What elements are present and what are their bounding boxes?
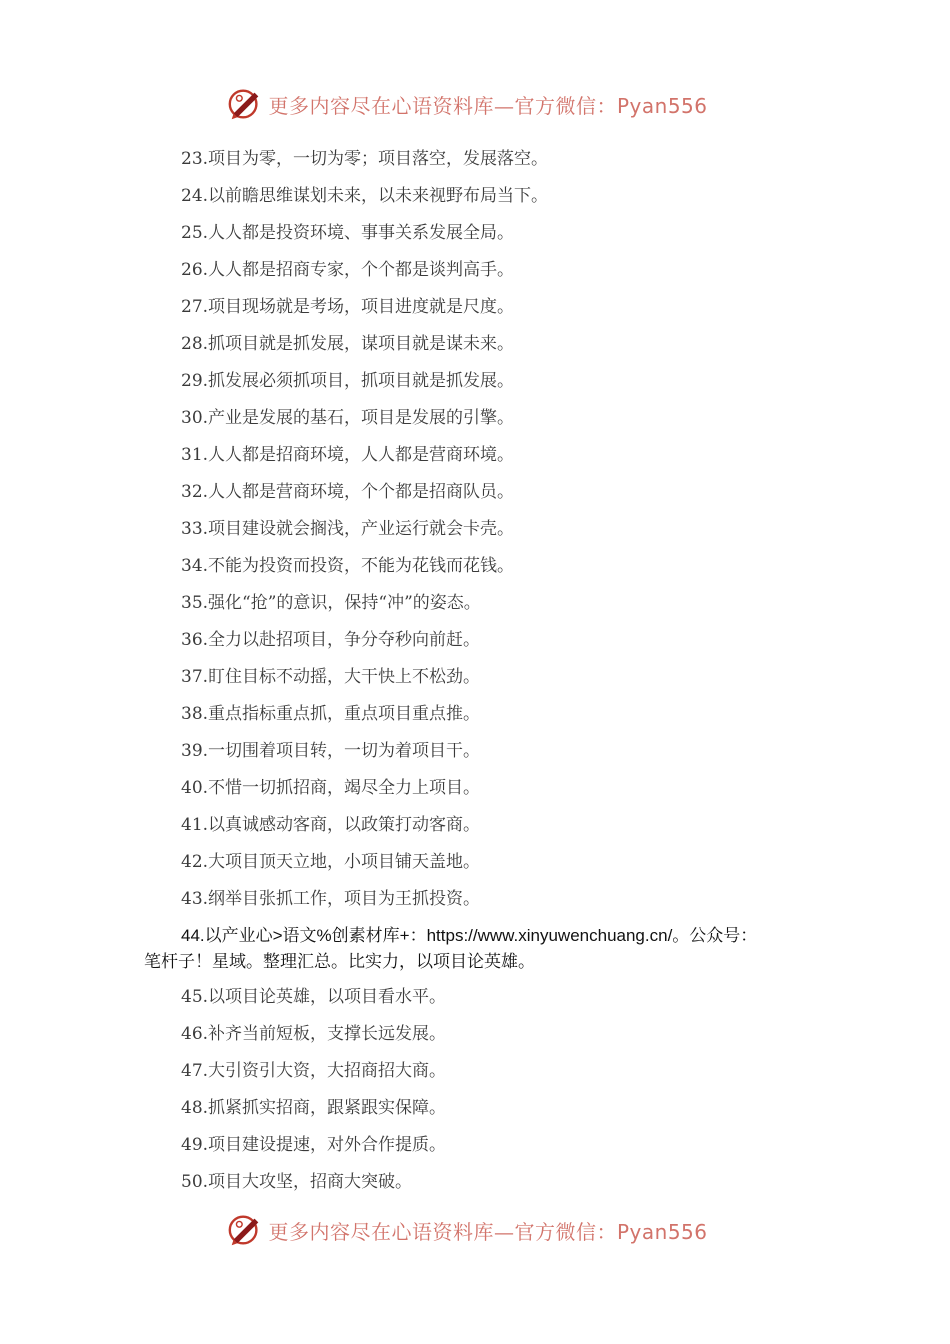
footer-text: 更多内容尽在心语资料库—官方微信：: [268, 1219, 617, 1244]
list-item: 39.一切围着项目转，一切为着项目干。: [181, 741, 481, 761]
list-item: 31.人人都是招商环境，人人都是营商环境。: [181, 445, 515, 465]
list-item: 48.抓紧抓实招商，跟紧跟实保障。: [181, 1098, 447, 1118]
list-item: 40.不惜一切抓招商，竭尽全力上项目。: [181, 778, 481, 798]
list-item: 38.重点指标重点抓，重点项目重点推。: [181, 704, 481, 724]
watermark-line-1: 44.以产业心>语文%创素材库+：https://www.xinyuwenchuang.cn/。公众号：: [181, 926, 758, 945]
list-item: 27.项目现场就是考场，项目进度就是尺度。: [181, 297, 515, 317]
watermark-line-2: 笔杆子！星域。整理汇总。比实力，以项目论英雄。: [144, 952, 535, 971]
list-item: 42.大项目顶天立地，小项目铺天盖地。: [181, 852, 481, 872]
list-item: 49.项目建设提速，对外合作提质。: [181, 1135, 447, 1155]
list-item: 25.人人都是投资环境、事事关系发展全局。: [181, 223, 515, 243]
list-item: 50.项目大攻坚，招商大突破。: [181, 1172, 413, 1192]
header-text: 更多内容尽在心语资料库—官方微信：: [268, 93, 617, 118]
list-item: 37.盯住目标不动摇，大干快上不松劲。: [181, 667, 481, 687]
footer-banner-text: [268, 1216, 707, 1245]
list-item: 23.项目为零，一切为零；项目落空，发展落空。: [181, 149, 549, 169]
pen-logo-icon: [226, 85, 264, 123]
list-item: 35.强化“抢”的意识，保持“冲”的姿态。: [181, 593, 481, 613]
list-item: 43.纲举目张抓工作，项目为王抓投资。: [181, 889, 481, 909]
list-item: 33.项目建设就会搁浅，产业运行就会卡壳。: [181, 519, 515, 539]
list-item: 24.以前瞻思维谋划未来，以未来视野布局当下。: [181, 186, 549, 206]
list-item: 41.以真诚感动客商，以政策打动客商。: [181, 815, 481, 835]
list-item: 32.人人都是营商环境，个个都是招商队员。: [181, 482, 515, 502]
list-item: 30.产业是发展的基石，项目是发展的引擎。: [181, 408, 515, 428]
header-banner-inner: [226, 85, 707, 123]
header-wechat-id: Pyan556: [616, 93, 708, 118]
footer-banner: [0, 1210, 950, 1250]
list-item: 47.大引资引大资，大招商招大商。: [181, 1061, 447, 1081]
list-item: 29.抓发展必须抓项目，抓项目就是抓发展。: [181, 371, 515, 391]
list-item: 36.全力以赴招项目，争分夺秒向前赶。: [181, 630, 481, 650]
footer-wechat-id: Pyan556: [616, 1219, 708, 1244]
list-item: 46.补齐当前短板，支撑长远发展。: [181, 1024, 447, 1044]
list-item: 34.不能为投资而投资，不能为花钱而花钱。: [181, 556, 515, 576]
header-banner-text: [268, 90, 707, 119]
list-item: 45.以项目论英雄，以项目看水平。: [181, 987, 447, 1007]
list-item: 28.抓项目就是抓发展，谋项目就是谋未来。: [181, 334, 515, 354]
document-body: [0, 141, 950, 1201]
list-item: 26.人人都是招商专家，个个都是谈判高手。: [181, 260, 515, 280]
header-banner: [0, 84, 950, 124]
watermark-paragraph: [0, 918, 950, 979]
pen-logo-icon: [226, 1211, 264, 1249]
footer-banner-inner: [226, 1211, 707, 1249]
